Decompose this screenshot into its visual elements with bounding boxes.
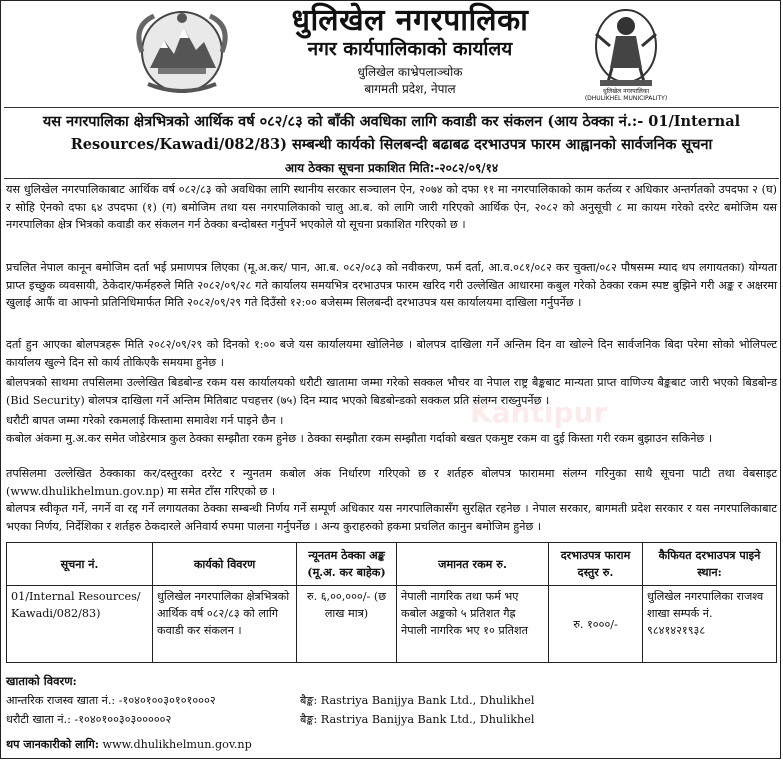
cell-notice-no: 01/Internal Resources/ Kawadi/082/83)	[7, 586, 153, 663]
header-divider	[4, 107, 779, 108]
bank-name: बैङ्क: Rastriya Banijya Bank Ltd., Dhulikhel	[300, 694, 535, 707]
heading-divider	[4, 178, 779, 179]
notice-heading: यस नगरपालिका क्षेत्रभित्रको आर्थिक वर्ष ०८२/८३ को बाँकी अवधिका लागि कवाडी कर संकलन (आय ठेक्का नं.:- 01/Internal Resources/Kawadi/082/83) सम्बन्धी कार्यको सिलबन्दी बढाबढ दरभाउपत्र फारम आह्वानको सार्वजनिक सूचना	[42, 113, 741, 153]
municipality-name: धुलिखेल नगरपालिका	[291, 3, 529, 38]
more-info-label: थप जानकारीको लागि:	[6, 737, 99, 751]
paragraph-1: यस धुलिखेल नगरपालिकाबाट आर्थिक वर्ष ०८२/८३ को अवधिका लागि स्थानीय सरकार सञ्चालन ऐन, २०७४ को दफा ११ मा नगरपालिकाको काम कर्तव्य र अधिकार अन्तर्गतको उपदफा २ (घ) र सोहि ऐनको दफा ६४ उपदफा (१) (ग) बमोजिम तथा यस नगरपालिकाको चालु आ.ब. को लागि जारी गरिएको आर्थिक ऐन, २०८२ को अनुसूची ८ मा कायम गरेको दररेट बमोजिम यस नगरपालिका क्षेत्र भित्रको कवाडी कर संकलन गर्न ठेक्का बन्दोबस्त गर्नुपर्ने भएकोले यो सूचना प्रकाशित गरिएको छ ।	[6, 183, 777, 231]
publish-date: आय ठेक्का सूचना प्रकाशित मिति:-२०८२/०९/१४	[284, 161, 499, 175]
paragraph-2: प्रचलित नेपाल कानून बमोजिम दर्ता भई प्रमाणपत्र लिएका (मू.अ.कर/ पान, आ.ब. ०८२/०८३ को नवीकरण, फर्म दर्ता, आ.व.०८१/०८२ कर चुक्ता/०८२ पौषसम्म म्याद थप लगायतका) योग्यता प्राप्त इच्छुक व्यवसायी, ठेकेदार/फर्महरुले मिति २०८२/०९/२८ गते कार्यालय समयभित्र दरभाउपत्र फारम खरिद गरी उल्लेखित आधारमा कबुल गरेको ठेक्का रकम स्पष्ट बुझिने गरी अङ्क र अक्षरमा खुलाई आफैं वा आफ्नो प्रतिनिधिमार्फत मिति २०८२/०९/२९ गते दिउँसो १२:०० बजेसम्म सिलबन्दी दरभाउपत्र यस कार्यालयमा दाखिला गर्नुपर्नेछ ।	[6, 261, 777, 309]
account-number: धरौटी खाता नं.: -१०४०१००३०३०००००२	[6, 713, 172, 726]
header-description: कार्यको विवरण	[153, 543, 297, 586]
cell-form-fee: रु. १०००/-	[549, 586, 643, 663]
contract-table	[6, 542, 777, 663]
header-min-amount: न्यूनतम ठेक्का अङ्क (मू.अ. कर बाहेक)	[297, 543, 397, 586]
address-line-2: बागमती प्रदेश, नेपाल	[364, 82, 456, 96]
paragraph-7: तपसिलमा उल्लेखित ठेक्काका कर/दस्तुरका दररेट र न्युनतम कबोल अंक निर्धारण गरिएको छ र शर्तहरु बोलपत्र फाराममा संलग्न गरिनुका साथै सूचना पाटी तथा वेबसाइट (www.dhulikhelmun.gov.np) मा समेत टाँस गरिएको छ ।	[6, 467, 777, 498]
header-guarantee: जमानत रकम रु.	[397, 543, 549, 586]
header-form-fee: दरभाउपत्र फाराम दस्तुर रु.	[549, 543, 643, 586]
website-link[interactable]: www.dhulikhelmun.gov.np	[102, 738, 252, 751]
address-line-1: धुलिखेल काभ्रेपलाञ्चोक	[357, 65, 463, 79]
paragraph-3: दर्ता हुन आएका बोलपत्रहरू मिति २०८२/०९/२९ को दिनको १:०० बजे यस कार्यालयमा खोलिनेछ । बोलपत्र दाखिला गर्ने अन्तिम दिन वा खोल्ने दिन सार्वजनिक बिदा परेमा सोको भोलिपल्ट कार्यालय खुल्ने दिन सो कार्य तोकिएकै समयमा हुनेछ ।	[6, 338, 777, 369]
letterhead	[0, 0, 783, 108]
header-notice-no: सूचना नं.	[7, 543, 153, 586]
accounts-title: खाताको विवरण:	[6, 674, 77, 688]
cell-remarks: धुलिखेल नगरपालिका राजश्व शाखा सम्पर्क नं. ९८४१४२१९३८	[643, 586, 777, 663]
header-remarks: कैफियत दरभाउपत्र पाइने स्थान:	[643, 543, 777, 586]
table-header-row	[7, 543, 777, 586]
paragraph-4: बोलपत्रको साथमा तपसिलमा उल्लेखित बिडबोन्ड रकम यस कार्यालयको धरौटी खातामा जम्मा गरेको सक्कल भौचर वा नेपाल राष्ट्र बैङ्कबाट मान्यता प्राप्त वाणिज्य बैङ्कबाट जारी भएको बिडबोन्ड (Bid Security) बोलपत्र दाखिला गर्ने अन्तिम मितिबाट पचहत्तर (७५) दिन म्याद भएको बिडबोन्डको सक्कल प्रति संलग्न राख्नुपर्नेछ ।	[6, 376, 777, 407]
paragraph-6: कबोल अंकमा मु.अ.कर समेत जोडेरमात्र कुल ठेक्का सम्झौता रकम हुनेछ । ठेक्का सम्झौता रकम सम्झौता गर्दाको बखत एकमुष्ट रकम वा दुई किस्ता गरी रकम बुझाउन सकिनेछ ।	[6, 432, 713, 445]
bank-name: बैङ्क: Rastriya Banijya Bank Ltd., Dhulikhel	[300, 713, 535, 726]
cell-guarantee: नेपाली नागरिक तथा फर्म भए कबोल अङ्कको ५ प्रतिशत गैह्र नेपाली नागरिक भए १० प्रतिशत	[397, 586, 549, 663]
paragraph-5: धरौटी बापत जम्मा गरेको रकमलाई किस्तामा समावेश गर्न पाइने छैन ।	[6, 414, 284, 427]
watermark: Kantipur	[470, 396, 608, 429]
nepal-government-emblem-icon	[128, 6, 236, 98]
account-number: आन्तरिक राजस्व खाता नं.: -१०४०१००३०१०१०००२	[6, 694, 216, 707]
table-row	[7, 586, 777, 663]
logo-caption: धुलिखेल नगरपालिका (DHULIKHEL MUNICIPALITY)	[584, 88, 668, 102]
cell-min-amount: रु. ६,००,०००/- (छ लाख मात्र)	[297, 586, 397, 663]
more-info	[6, 736, 252, 753]
paragraph-8: बोलपत्र स्वीकृत गर्ने, नगर्ने वा रद्द गर्ने लगायतका ठेक्का सम्बन्धी निर्णय गर्ने सम्पूर्ण अधिकार यस नगरपालिकासँग सुरक्षित रहनेछ । नेपाल सरकार, बागमती प्रदेश सरकार र यस नगरपालिकाबाट भएका निर्णय, निर्देशिका र शर्तहरु ठेकदारले अनिवार्य रुपमा पालना गर्नुपर्नेछ । अन्य कुराहरुको हकमा प्रचलित कानुन बमोजिम हुनेछ ।	[6, 502, 777, 533]
cell-description: धुलिखेल नगरपालिका क्षेत्रभित्रको आर्थिक वर्ष ०८२/८३ को लागि कवाडी कर संकलन ।	[153, 586, 297, 663]
office-name: नगर कार्यपालिकाको कार्यालय	[307, 38, 513, 60]
